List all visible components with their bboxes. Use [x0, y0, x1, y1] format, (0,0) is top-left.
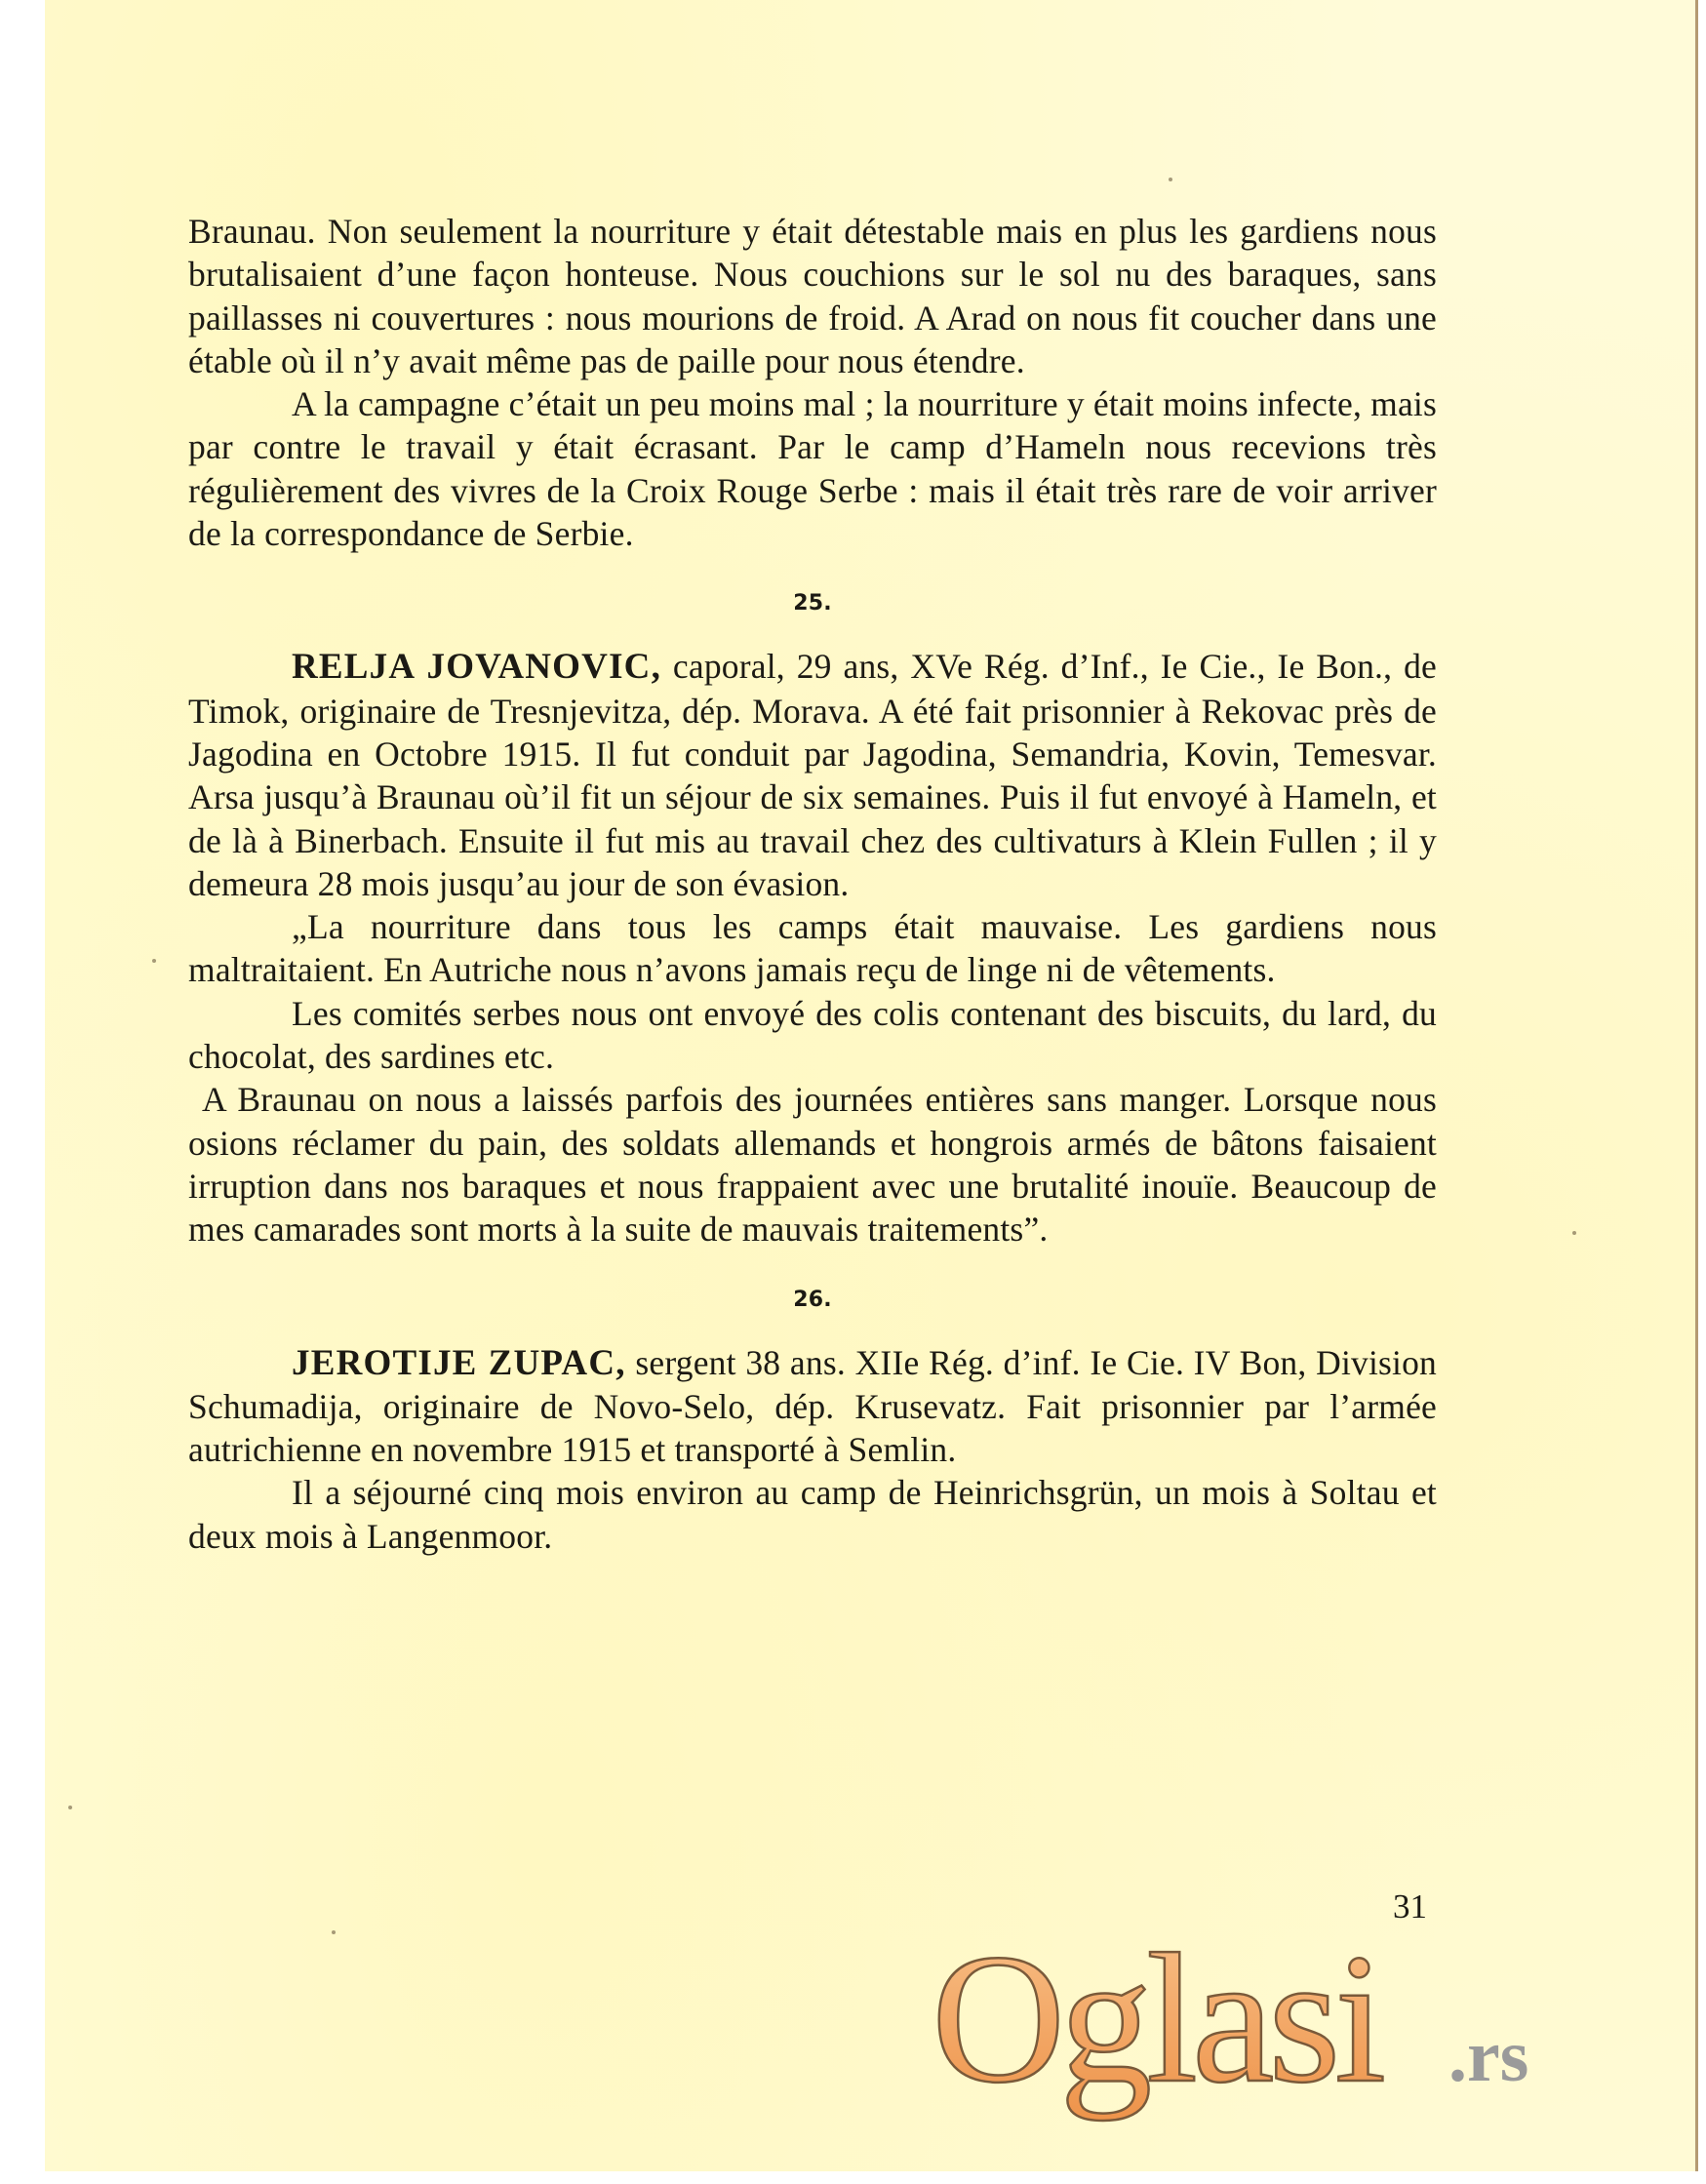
testimony-intro: [188, 1341, 1437, 1472]
paragraph: A Braunau on nous a laissés parfois des journées entières sans manger. Lorsque nous osions réclamer du pain, des soldats allemands et hongrois armés de bâtons faisaient irruption dans nos baraques et nous frappaient avec une brutalité inouïe. Beaucoup de mes camarades sont morts à la suite de mauvais traitements”.: [188, 1080, 1437, 1250]
testimony-intro-text: sergent 38 ans. XIIe Rég. d’inf. Ie Cie. IV Bon, Division Schumadija, originaire de Novo-Selo, dép. Krusevatz. Fait prisonnier par l’armée autrichienne en novembre 1915 et transporté à Semlin.: [188, 1342, 1437, 1470]
page-number: 31: [1393, 1887, 1427, 1926]
oglasi-watermark-logo: [932, 1917, 1634, 2129]
testimony-intro: [188, 645, 1437, 905]
watermark-suffix-text: .rs: [1448, 2015, 1529, 2097]
watermark-logo-svg: [932, 1917, 1634, 2129]
section-number: 25.: [793, 591, 832, 616]
page-footer: [932, 1887, 1634, 2131]
paragraph: „La nourriture dans tous les camps était mauvaise. Les gardiens nous maltraitaient. En Autriche nous n’avons jamais reçu de linge ni de vêtements.: [188, 907, 1437, 990]
scan-speck: [332, 1930, 336, 1934]
watermark-main-text: Oglasi: [932, 1917, 1381, 2122]
scan-speck: [1572, 1231, 1576, 1235]
paragraph: Il a séjourné cinq mois environ au camp de Heinrichsgrün, un mois à Soltau et deux mois à Langenmoor.: [188, 1473, 1437, 1556]
testimony-intro-text: caporal, 29 ans, XVe Rég. d’Inf., Ie Cie., Ie Bon., de Timok, originaire de Tresnjevitza, dép. Morava. A été fait prisonnier à Rekovac près de Jagodina en Octobre 1915. Il fut conduit par Jagodina, Semandria, Kovin, Temesvar. Arsa jusqu’à Braunau où’il fit un séjour de six semaines. Puis il fut envoyé à Hameln, et de là à Binerbach. Ensuite il fut mis au travail chez des cultivaturs à Klein Fullen ; il y demeura 28 mois jusqu’au jour de son évasion.: [188, 647, 1437, 903]
paragraph: Les comités serbes nous ont envoyé des colis contenant des biscuits, du lard, du chocolat, des sardines etc.: [188, 993, 1437, 1077]
person-name: RELJA JOVANOVIC,: [292, 647, 662, 688]
scan-speck: [68, 1806, 72, 1809]
section-number: 26.: [793, 1287, 832, 1312]
person-name: JEROTIJE ZUPAC,: [292, 1342, 626, 1383]
scan-speck: [1169, 178, 1172, 181]
paragraph: A la campagne c’était un peu moins mal ; la nourriture y était moins infecte, mais par contre le travail y était écrasant. Par le camp d’Hameln nous recevions très régulièrement des vivres de la Croix Rouge Serbe : mais il était très rare de voir arriver de la correspondance de Serbie.: [188, 384, 1437, 554]
document-body: [188, 210, 1437, 1558]
paragraph: Braunau. Non seulement la nourriture y était détestable mais en plus les gardiens nous brutalisaient d’une façon honteuse. Nous couchions sur le sol nu des baraques, sans paillasses ni couvertures : nous mourions de froid. A Arad on nous fit coucher dans une étable où il n’y avait même pas de paille pour nous étendre.: [188, 212, 1437, 380]
scan-speck: [152, 959, 156, 963]
